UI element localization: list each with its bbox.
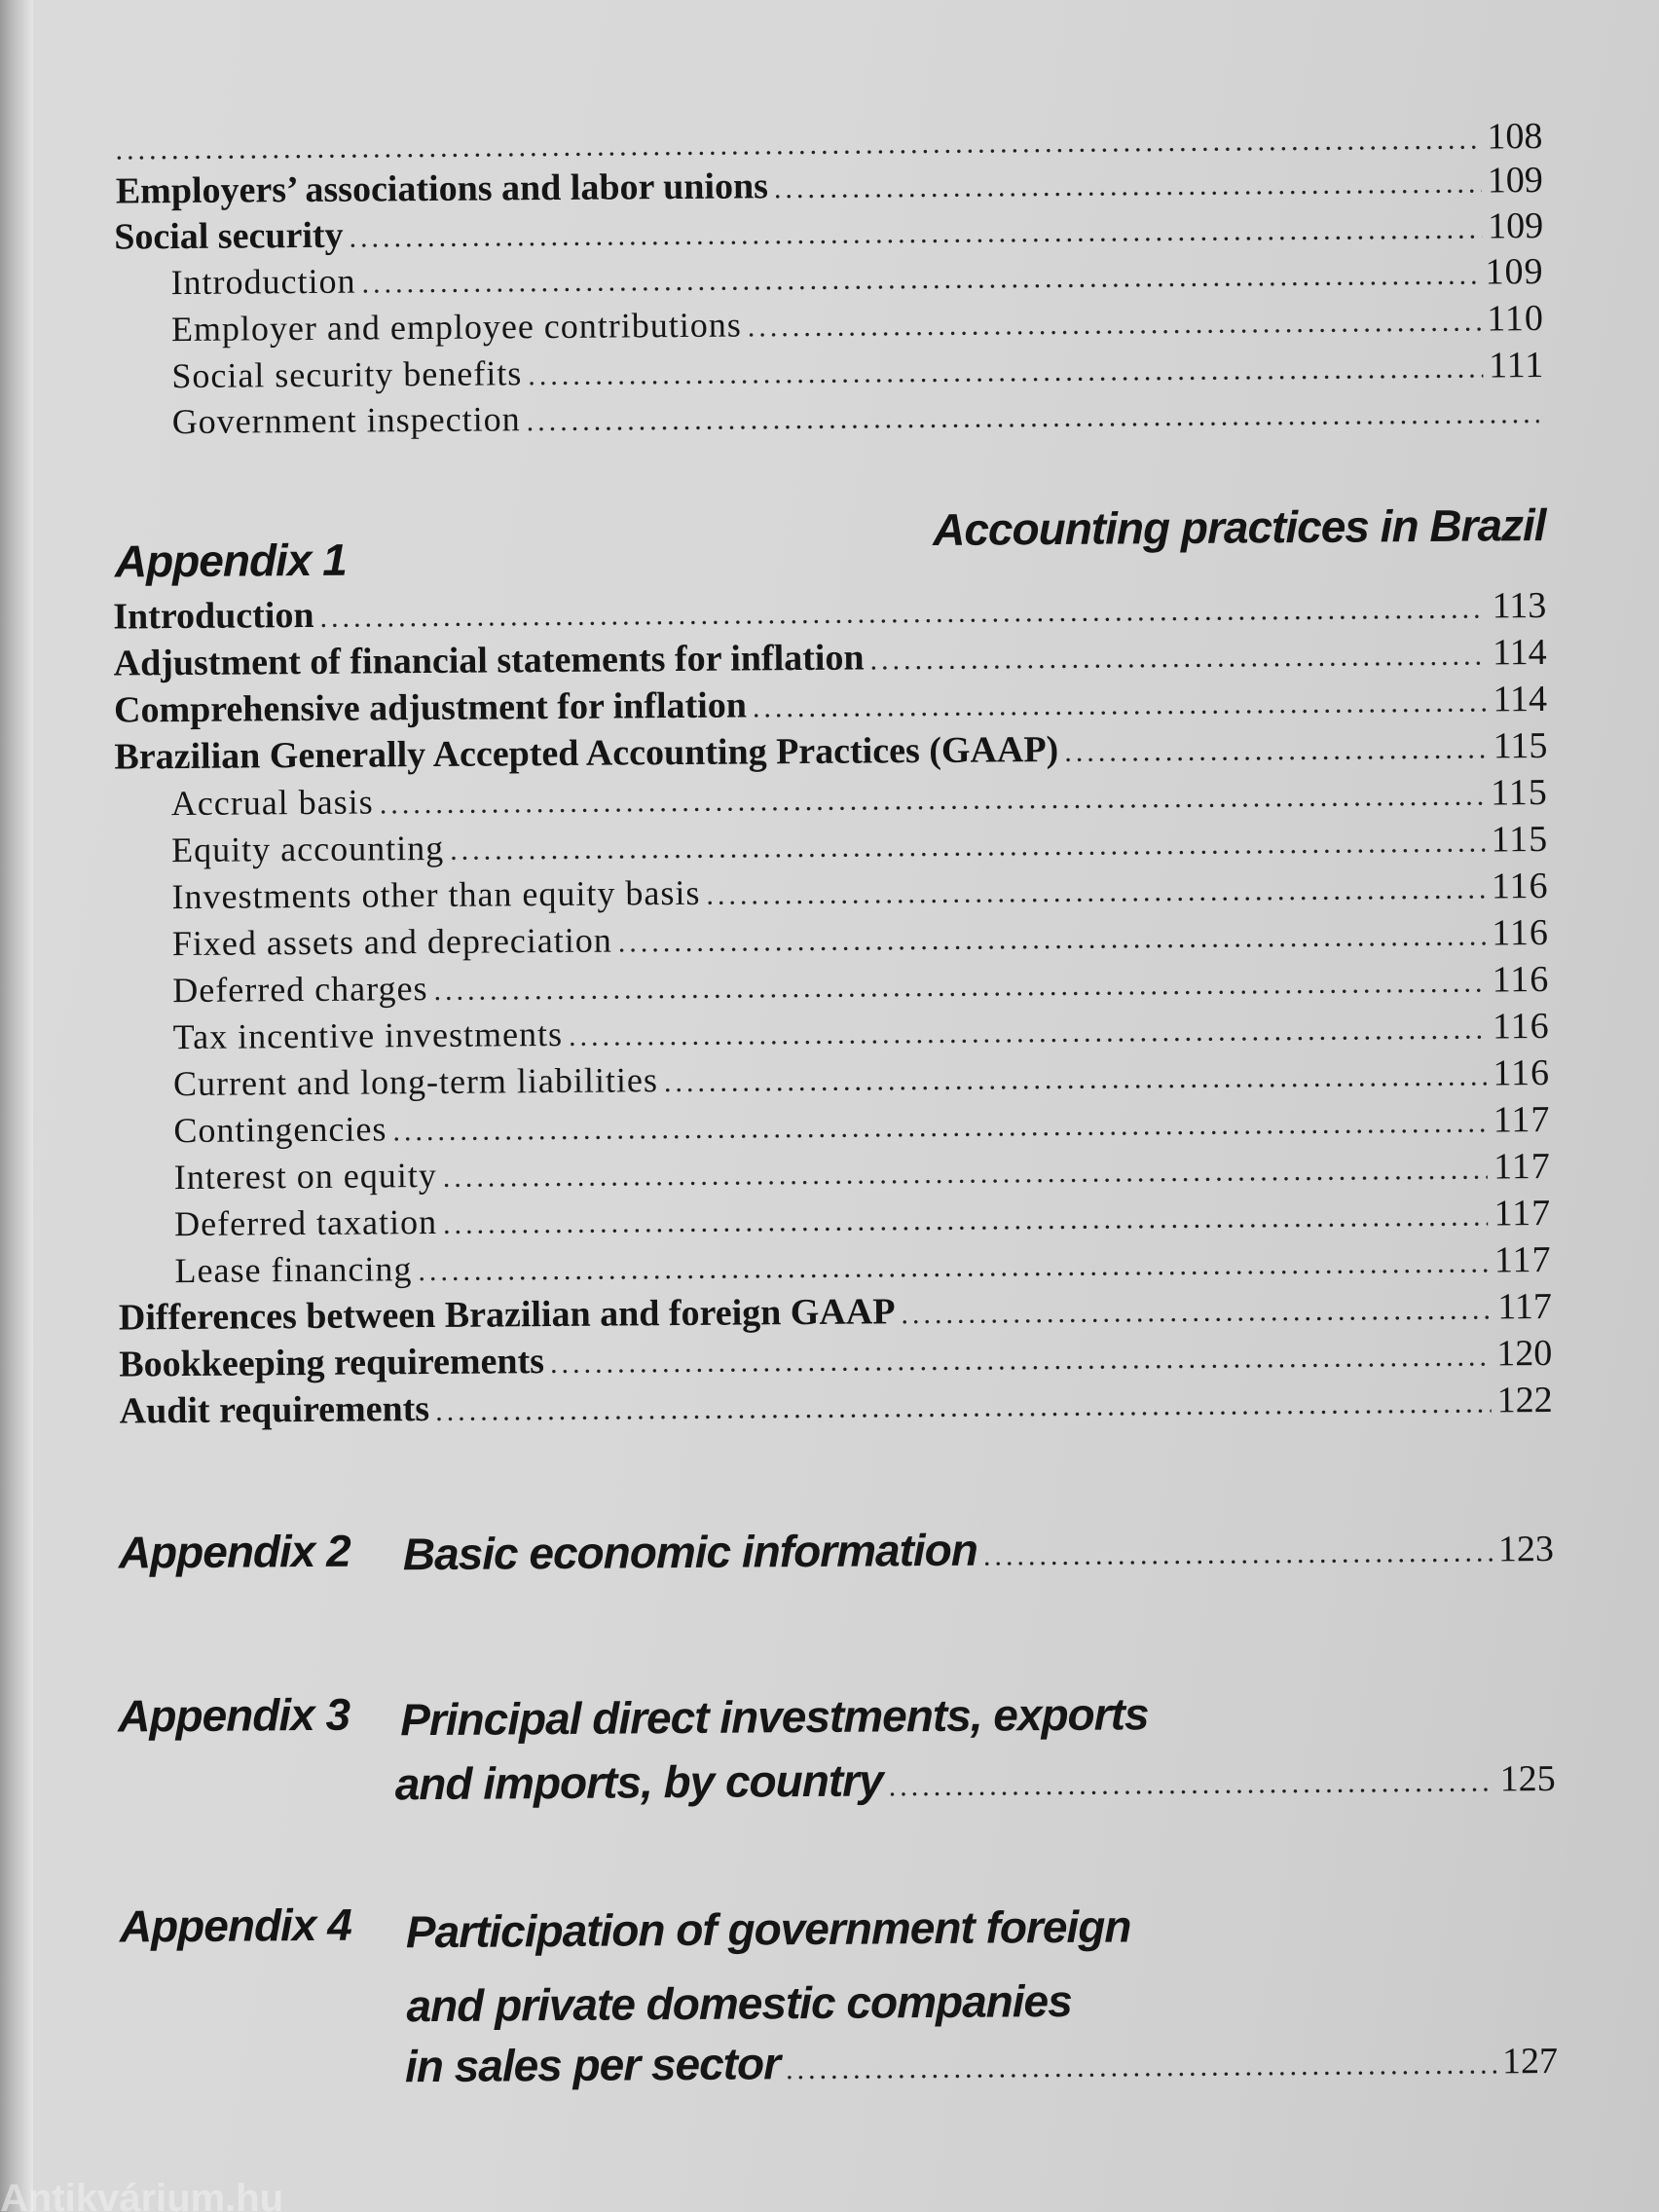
toc-entry-a1-comprehensive[interactable] (114, 678, 1547, 732)
toc-entry-label: Employers’ associations and labor unions (115, 166, 769, 212)
toc-entry-label: Interest on equity (173, 1155, 437, 1198)
leader-dots (1064, 732, 1488, 768)
toc-entry-label: Bookkeeping requirements (119, 1341, 545, 1385)
leader-dots (380, 780, 1486, 822)
appendix-2-title: Basic economic information (402, 1524, 978, 1580)
toc-page-number: 115 (1490, 771, 1548, 814)
leader-dots (361, 259, 1479, 301)
leader-dots (774, 167, 1482, 206)
toc-page-number: 116 (1492, 1005, 1550, 1048)
toc-page-number: 117 (1493, 1238, 1552, 1281)
toc-entry-label: Social security (114, 214, 344, 258)
toc-entry-gaap-accrual[interactable] (171, 771, 1548, 825)
toc-entry-gaap-deferred-charges[interactable] (172, 958, 1549, 1012)
leader-dots (889, 1765, 1494, 1803)
toc-page-number: 122 (1496, 1379, 1553, 1421)
toc-entry-label: Employer and employee contributions (170, 305, 742, 350)
toc-entry-gaap-equity[interactable] (171, 818, 1548, 871)
toc-page-number: 116 (1493, 1051, 1551, 1094)
toc-entry-label: Accrual basis (170, 782, 374, 824)
toc-entry-label: Fixed assets and depreciation (171, 920, 612, 964)
toc-page-number: 116 (1492, 958, 1550, 1001)
leader-dots (443, 1153, 1489, 1194)
appendix-4-title-line-2: and private domestic companies (406, 1974, 1072, 2032)
leader-dots (418, 1246, 1489, 1288)
leader-dots (550, 1340, 1492, 1381)
leader-dots (443, 1199, 1489, 1240)
toc-entry-label: Introduction (170, 261, 356, 303)
leader-dots (392, 1106, 1488, 1148)
leader-dots (435, 1386, 1492, 1428)
appendix-1-number: Appendix 1 (114, 534, 347, 587)
leader-dots (983, 1535, 1493, 1572)
toc-entry-gaap-interest-equity[interactable] (174, 1145, 1551, 1198)
leader-dots (319, 592, 1486, 634)
toc-entry-social-security[interactable] (114, 204, 1543, 259)
toc-entry-label: Tax incentive investments (172, 1014, 564, 1057)
appendix-3-title-line-2: and imports, by country (394, 1754, 883, 1810)
toc-page-number: 113 (1492, 584, 1547, 627)
appendix-4-number: Appendix 4 (119, 1899, 351, 1952)
leader-dots (569, 1013, 1487, 1052)
appendix-3-number: Appendix 3 (117, 1688, 350, 1742)
toc-entry-label: Comprehensive adjustment for inflation (113, 684, 748, 731)
toc-entry-label: Government inspection (171, 399, 521, 442)
leader-dots (901, 1293, 1492, 1331)
toc-page-number: 114 (1493, 678, 1548, 720)
toc-entry-gaap-contingencies[interactable] (173, 1098, 1550, 1152)
toc-page-number: 110 (1487, 298, 1545, 340)
toc-page-number: 116 (1491, 865, 1549, 907)
toc-entry-appendix-3[interactable] (395, 1749, 1556, 1810)
toc-entry-gaap-fixed-assets[interactable] (172, 911, 1549, 965)
leader-dots (786, 2047, 1496, 2086)
toc-entry-gaap-investments[interactable] (171, 865, 1548, 918)
leader-dots (433, 966, 1486, 1007)
toc-page-number: 117 (1493, 1192, 1552, 1235)
toc-entry-label: Deferred taxation (174, 1201, 438, 1244)
toc-entry-a1-bookkeeping[interactable] (119, 1332, 1552, 1386)
toc-page-number: 111 (1488, 345, 1545, 387)
toc-entry-a1-gaap[interactable] (114, 724, 1547, 779)
toc-entry-ss-contributions[interactable] (171, 297, 1544, 350)
toc-entry-label: Differences between Brazilian and foreign GAAP (118, 1291, 896, 1339)
toc-entry-a1-adjustment[interactable] (113, 631, 1546, 685)
toc-entry-a1-introduction[interactable] (113, 584, 1546, 639)
toc-entry-label: Equity accounting (171, 828, 445, 870)
appendix-4-title-line-1: Participation of government foreign (405, 1900, 1131, 1958)
toc-page-number: 109 (1488, 205, 1544, 247)
toc-page-number: 127 (1501, 2040, 1559, 2083)
toc-entry-label: Deferred charges (172, 969, 428, 1011)
leader-dots (450, 826, 1486, 866)
leader-dots (664, 1059, 1488, 1099)
toc-page-number: 125 (1499, 1757, 1556, 1800)
toc-entry-gaap-liabilities[interactable] (173, 1051, 1550, 1105)
toc-page-number: 117 (1493, 1098, 1551, 1141)
appendix-3-title-line-1: Principal direct investments, exports (399, 1688, 1149, 1746)
toc-entry-gaap-lease[interactable] (174, 1238, 1551, 1292)
toc-entry-label: Contingencies (173, 1109, 387, 1151)
toc-entry-ss-introduction[interactable] (170, 250, 1543, 304)
toc-entry-gaap-deferred-taxation[interactable] (174, 1192, 1551, 1245)
leader-dots (753, 685, 1488, 724)
toc-entry-a1-differences[interactable] (119, 1285, 1552, 1340)
watermark: Antikvárium.hu (0, 2177, 284, 2212)
toc-page-number: 123 (1497, 1528, 1555, 1570)
toc-page-number: 117 (1497, 1285, 1553, 1328)
appendix-4-title-line-3: in sales per sector (404, 2038, 781, 2092)
toc-page-number: 109 (1485, 251, 1544, 293)
toc-page-number: 117 (1493, 1145, 1551, 1188)
toc-entry-label: Introduction (113, 594, 314, 638)
leader-dots (618, 919, 1487, 959)
leader-dots (527, 397, 1539, 438)
toc-entry-gaap-tax-incentive[interactable] (173, 1005, 1550, 1058)
toc-entry-label: Current and long-term liabilities (172, 1060, 659, 1104)
toc-entry-label: Audit requirements (119, 1388, 430, 1432)
toc-page-number: 108 (1487, 116, 1543, 158)
leader-dots (706, 872, 1486, 911)
appendix-2-number: Appendix 2 (118, 1525, 350, 1578)
toc-entry-ss-inspection[interactable] (172, 390, 1545, 442)
toc-entry-appendix-4[interactable] (405, 2031, 1558, 2092)
leader-dots (869, 639, 1487, 677)
toc-page-number: 114 (1492, 631, 1547, 674)
toc-entry-label: Lease financing (174, 1249, 413, 1291)
toc-page-number: 115 (1491, 818, 1549, 861)
toc-page-number: 115 (1493, 724, 1548, 767)
toc-page-number: 120 (1496, 1332, 1553, 1375)
toc-entry-appendix-2[interactable] (403, 1519, 1554, 1580)
toc-entry-label: Adjustment of financial statements for inflation (113, 637, 865, 684)
leader-dots (528, 352, 1483, 393)
appendix-1-title: Accounting practices in Brazil (932, 499, 1546, 555)
toc-entry-label: Social security benefits (171, 353, 523, 396)
toc-entry-ss-benefits[interactable] (171, 344, 1544, 397)
toc-entry-a1-audit[interactable] (120, 1379, 1553, 1433)
leader-dots (349, 213, 1482, 255)
toc-entry-label: Brazilian Generally Accepted Accounting Practices (GAAP) (114, 728, 1059, 778)
toc-page-number: 109 (1487, 160, 1543, 202)
toc-entry-label: Investments other than equity basis (171, 872, 701, 917)
leader-dots (748, 306, 1482, 345)
toc-page-number: 116 (1492, 911, 1550, 954)
